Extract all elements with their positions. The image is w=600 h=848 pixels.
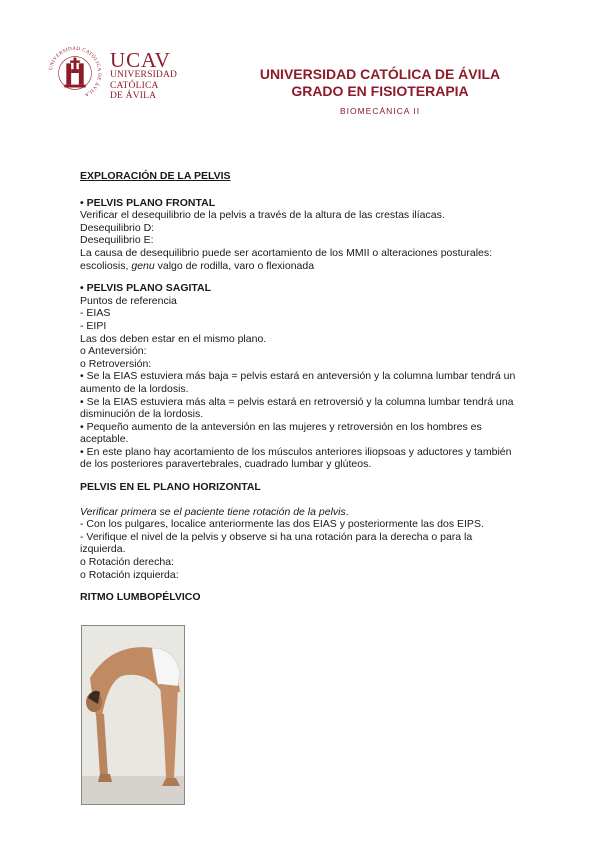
paragraph: Verificar el desequilibrio de la pelvis a través de la altura de las crestas ilíacas. [80,209,445,222]
forward-bend-illustration [82,626,184,804]
document-body [80,170,520,607]
section-heading-ritmo: RITMO LUMBOPÉLVICO [80,591,201,604]
paragraph: o Anteversión: [80,345,147,358]
brand-line: UNIVERSIDAD [110,70,178,80]
brand-line: DE ÁVILA [110,91,157,101]
forward-bend-photo [81,625,185,805]
paragraph: o Rotación derecha: [80,556,174,569]
paragraph: - Verifique el nivel de la pelvis y observe si ha una rotación para la derecha o para la izquierda. [80,530,473,556]
paragraph: Desequilibrio D: [80,221,155,234]
degree-title: GRADO EN FISIOTERAPIA [291,83,469,99]
bullet-item: • Se la EIAS estuviera más alta = pelvis estará en retroversió y la columna lumbar tendrá una disminución de la lordosis. [80,395,514,421]
paragraph: - EIPI [80,319,107,332]
page-title: EXPLORACIÓN DE LA PELVIS [80,170,231,182]
header-title-block [240,66,520,116]
bullet-item: • Se la EIAS estuviera más baja = pelvis estará en anteversión y la columna lumbar tendrá un aumento de la lordosis. [80,370,516,395]
section-heading-horizontal: PELVIS EN EL PLANO HORIZONTAL [80,481,261,494]
section-heading-sagital: • PELVIS PLANO SAGITAL [80,282,212,295]
paragraph: Desequilibrio E: [80,234,154,247]
cause-text-b: valgo de rodilla, varo o flexionada [154,259,315,272]
section-heading-frontal: • PELVIS PLANO FRONTAL [80,196,216,209]
paragraph: o Rotación izquierda: [80,568,179,581]
paragraph-cause [80,247,520,272]
paragraph: Puntos de referencia [80,294,177,307]
cause-text-genu: genu [131,259,155,272]
paragraph-intro: Verificar primera se el paciente tiene rotación de la pelvis. [80,505,349,518]
bullet-item: • En este plano hay acortamiento de los músculos anteriores iliopsoas y aductores y también de los posteriores paravertebrales, cuadrado lumbar y glúteos. [80,445,512,471]
brand-line: CATÓLICA [110,80,159,91]
seal-text: UNIVERSIDAD CATÓLICA DE ÁVILA [48,46,102,97]
bullet-item: • Pequeño aumento de la anteversión en las mujeres y retroversión en los hombres es aceptable. [80,420,482,446]
brand-short: UCAV [110,48,171,72]
brand-logo-text [110,50,177,102]
university-seal-icon [46,44,104,102]
paragraph: - EIAS [80,307,111,320]
intro-italic: Verificar primera se el paciente tiene rotación de la pelvis [80,505,346,518]
cause-text-a: La causa de desequilibrio puede ser acortamiento de los MMII o alteraciones posturales: escoliosis, [80,246,493,272]
paragraph: o Retroversión: [80,357,152,370]
subject-title: BIOMECÁNICA II [339,106,421,116]
paragraph: Las dos deben estar en el mismo plano. [80,332,267,345]
paragraph: - Con los pulgares, localice anteriormente las dos EIAS y posteriormente las dos EIPS. [80,518,484,531]
university-title: UNIVERSIDAD CATÓLICA DE ÁVILA [259,66,501,82]
document-header [0,0,600,130]
